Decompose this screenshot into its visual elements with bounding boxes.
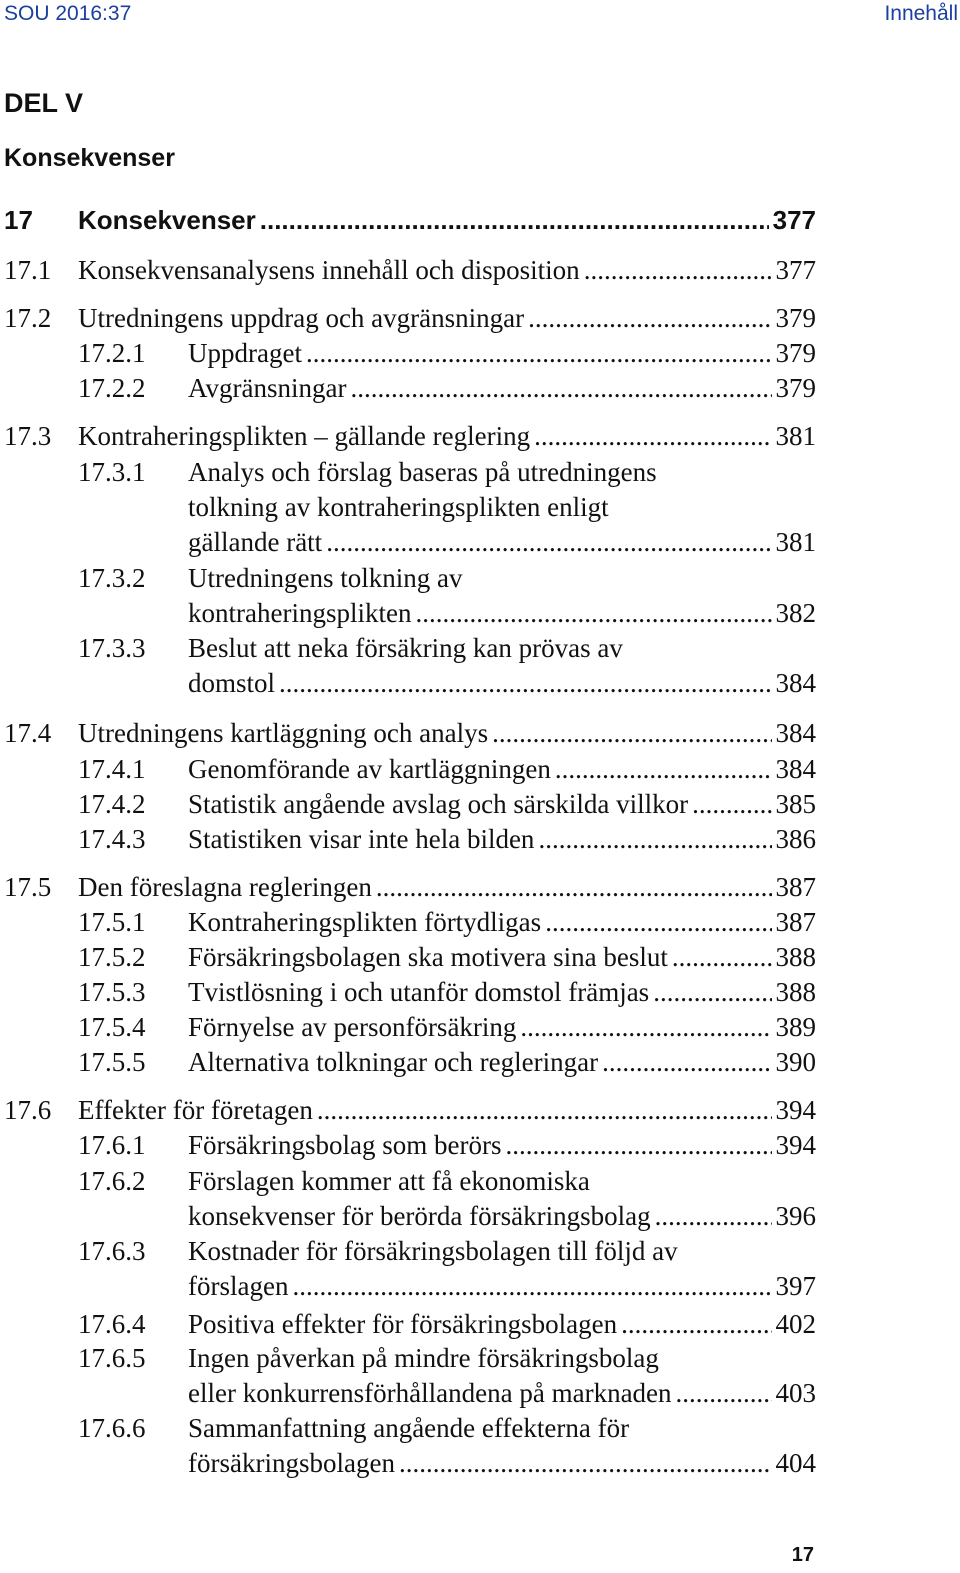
toc-entry-page: 385 — [775, 789, 816, 819]
toc-entry-title-line: Försäkringsbolagen ska motivera sina beslut — [188, 942, 668, 972]
toc-entry-page: 396 — [775, 1201, 816, 1231]
toc-entry-title-line: Konsekvenser — [78, 205, 256, 235]
toc-entry-title-line: eller konkurrensförhållandena på marknaden — [188, 1378, 672, 1408]
toc-entry-title-line: Avgränsningar — [188, 373, 347, 403]
toc-entry-number: 17.6 — [4, 1095, 52, 1125]
running-header-right: Innehåll — [884, 2, 958, 25]
toc-entry-page: 379 — [775, 373, 816, 403]
toc-entry-page: 389 — [775, 1012, 816, 1042]
toc-entry-title-line: Den föreslagna regleringen — [78, 872, 372, 902]
dot-leader — [415, 596, 771, 631]
toc-entry-page: 397 — [775, 1271, 816, 1301]
dot-leader — [350, 371, 771, 406]
toc-entry-title-line: tolkning av kontraheringsplikten enligt — [188, 492, 609, 522]
toc-entry-page: 404 — [775, 1448, 816, 1478]
dot-leader — [692, 787, 771, 822]
dot-leader — [317, 1093, 772, 1128]
toc-entry-page: 384 — [775, 754, 816, 784]
toc-entry-page: 394 — [775, 1095, 816, 1125]
toc-entry-title-line: Utredningens uppdrag och avgränsningar — [78, 303, 525, 333]
toc-entry-number: 17.6.1 — [78, 1130, 146, 1160]
toc-entry-page: 381 — [775, 421, 816, 451]
dot-leader — [306, 336, 772, 371]
toc-entry-page: 379 — [775, 338, 816, 368]
toc-entry-title-line: Analys och förslag baseras på utredningens — [188, 457, 657, 487]
toc-entry-title-line: konsekvenser för berörda försäkringsbolag — [188, 1201, 651, 1231]
part-label: DEL V — [4, 88, 84, 118]
toc-entry-title-line: Statistik angående avslag och särskilda villkor — [188, 789, 689, 819]
toc-entry-number: 17.2.2 — [78, 373, 146, 403]
toc-entry-title-line: Statistiken visar inte hela bilden — [188, 824, 535, 854]
dot-leader — [326, 525, 771, 560]
toc-entry-title-line: Förslagen kommer att få ekonomiska — [188, 1166, 590, 1196]
toc-entry-number: 17.6.6 — [78, 1413, 146, 1443]
dot-leader — [621, 1307, 771, 1342]
part-title: Konsekvenser — [4, 144, 175, 172]
dot-leader — [260, 203, 769, 238]
dot-leader — [292, 1269, 771, 1304]
toc-entry-page: 381 — [775, 527, 816, 557]
toc-entry-title-line: domstol — [188, 668, 276, 698]
dot-leader — [492, 716, 771, 751]
toc-entry-number: 17.6.2 — [78, 1166, 146, 1196]
toc-entry-page: 384 — [775, 668, 816, 698]
dot-leader — [584, 253, 772, 288]
toc-entry-page: 386 — [775, 824, 816, 854]
toc-entry-title-line: Kostnader för försäkringsbolagen till följd av — [188, 1236, 678, 1266]
toc-entry-page: 388 — [775, 942, 816, 972]
toc-entry-number: 17.1 — [4, 255, 52, 285]
toc-entry-number: 17.2.1 — [78, 338, 146, 368]
dot-leader — [505, 1128, 771, 1163]
toc-entry-title-line: Utredningens kartläggning och analys — [78, 718, 489, 748]
toc-entry-title-line: försäkringsbolagen — [188, 1448, 395, 1478]
toc-entry-number: 17.5.2 — [78, 942, 146, 972]
toc-entry-number: 17.3.1 — [78, 457, 146, 487]
toc-entry-title-line: kontraheringsplikten — [188, 598, 412, 628]
dot-leader — [534, 419, 771, 454]
toc-entry-page: 384 — [775, 718, 816, 748]
toc-entry-title-line: Alternativa tolkningar och regleringar — [188, 1047, 599, 1077]
toc-entry-number: 17.3.3 — [78, 633, 146, 663]
toc-entry-page: 377 — [772, 205, 816, 235]
toc-entry-number: 17.6.3 — [78, 1236, 146, 1266]
toc-entry-number: 17.4.1 — [78, 754, 146, 784]
toc-entry-page: 390 — [775, 1047, 816, 1077]
page-number: 17 — [791, 1544, 814, 1566]
toc-entry-number: 17.4.3 — [78, 824, 146, 854]
toc-entry-title-line: Ingen påverkan på mindre försäkringsbolag — [188, 1343, 659, 1373]
dot-leader — [399, 1446, 772, 1481]
toc-entry-title-line: Sammanfattning angående effekterna för — [188, 1413, 630, 1443]
toc-entry-number: 17 — [4, 205, 33, 235]
toc-entry-number: 17.4 — [4, 718, 52, 748]
dot-leader — [555, 752, 772, 787]
toc-entry-page: 387 — [775, 907, 816, 937]
dot-leader — [676, 1376, 772, 1411]
dot-leader — [528, 301, 771, 336]
dot-leader — [653, 975, 771, 1010]
toc-entry-number: 17.6.5 — [78, 1343, 146, 1373]
toc-entry-page: 377 — [775, 255, 816, 285]
toc-entry-title-line: Försäkringsbolag som berörs — [188, 1130, 502, 1160]
toc-entry-number: 17.2 — [4, 303, 52, 333]
toc-entry-number: 17.5.3 — [78, 977, 146, 1007]
toc-entry-title-line: Beslut att neka försäkring kan prövas av — [188, 633, 623, 663]
toc-entry-page: 387 — [775, 872, 816, 902]
dot-leader — [602, 1045, 771, 1080]
toc-entry-title-line: Tvistlösning i och utanför domstol främjas — [188, 977, 650, 1007]
dot-leader — [279, 666, 771, 701]
toc-entry-page: 394 — [775, 1130, 816, 1160]
dot-leader — [538, 822, 771, 857]
dot-leader — [376, 870, 772, 905]
dot-leader — [545, 905, 771, 940]
toc-entry-title-line: Kontraheringsplikten förtydligas — [188, 907, 542, 937]
toc-entry-title-line: Kontraheringsplikten – gällande reglering — [78, 421, 531, 451]
toc-entry-number: 17.4.2 — [78, 789, 146, 819]
toc-entry-page: 402 — [775, 1309, 816, 1339]
toc-entry-title-line: Effekter för företagen — [78, 1095, 313, 1125]
toc-entry-title-line: förslagen — [188, 1271, 289, 1301]
toc-entry-number: 17.5.1 — [78, 907, 146, 937]
dot-leader — [520, 1010, 771, 1045]
toc-entry-number: 17.6.4 — [78, 1309, 146, 1339]
toc-entry-title-line: Förnyelse av personförsäkring — [188, 1012, 517, 1042]
toc-entry-number: 17.3.2 — [78, 563, 146, 593]
toc-entry-page: 388 — [775, 977, 816, 1007]
toc-entry-number: 17.5.5 — [78, 1047, 146, 1077]
toc-entry-number: 17.3 — [4, 421, 52, 451]
dot-leader — [655, 1199, 772, 1234]
toc-entry-number: 17.5 — [4, 872, 52, 902]
toc-entry-number: 17.5.4 — [78, 1012, 146, 1042]
dot-leader — [672, 940, 772, 975]
toc-entry-title-line: Positiva effekter för försäkringsbolagen — [188, 1309, 618, 1339]
toc-entry-title-line: Konsekvensanalysens innehåll och disposition — [78, 255, 580, 285]
toc-entry-page: 379 — [775, 303, 816, 333]
toc-entry-title-line: Utredningens tolkning av — [188, 563, 463, 593]
toc-entry-title-line: Genomförande av kartläggningen — [188, 754, 551, 784]
toc-entry-page: 382 — [775, 598, 816, 628]
running-header-left: SOU 2016:37 — [4, 2, 132, 25]
toc-entry-page: 403 — [775, 1378, 816, 1408]
toc-entry-title-line: gällande rätt — [188, 527, 323, 557]
toc-entry-title-line: Uppdraget — [188, 338, 302, 368]
